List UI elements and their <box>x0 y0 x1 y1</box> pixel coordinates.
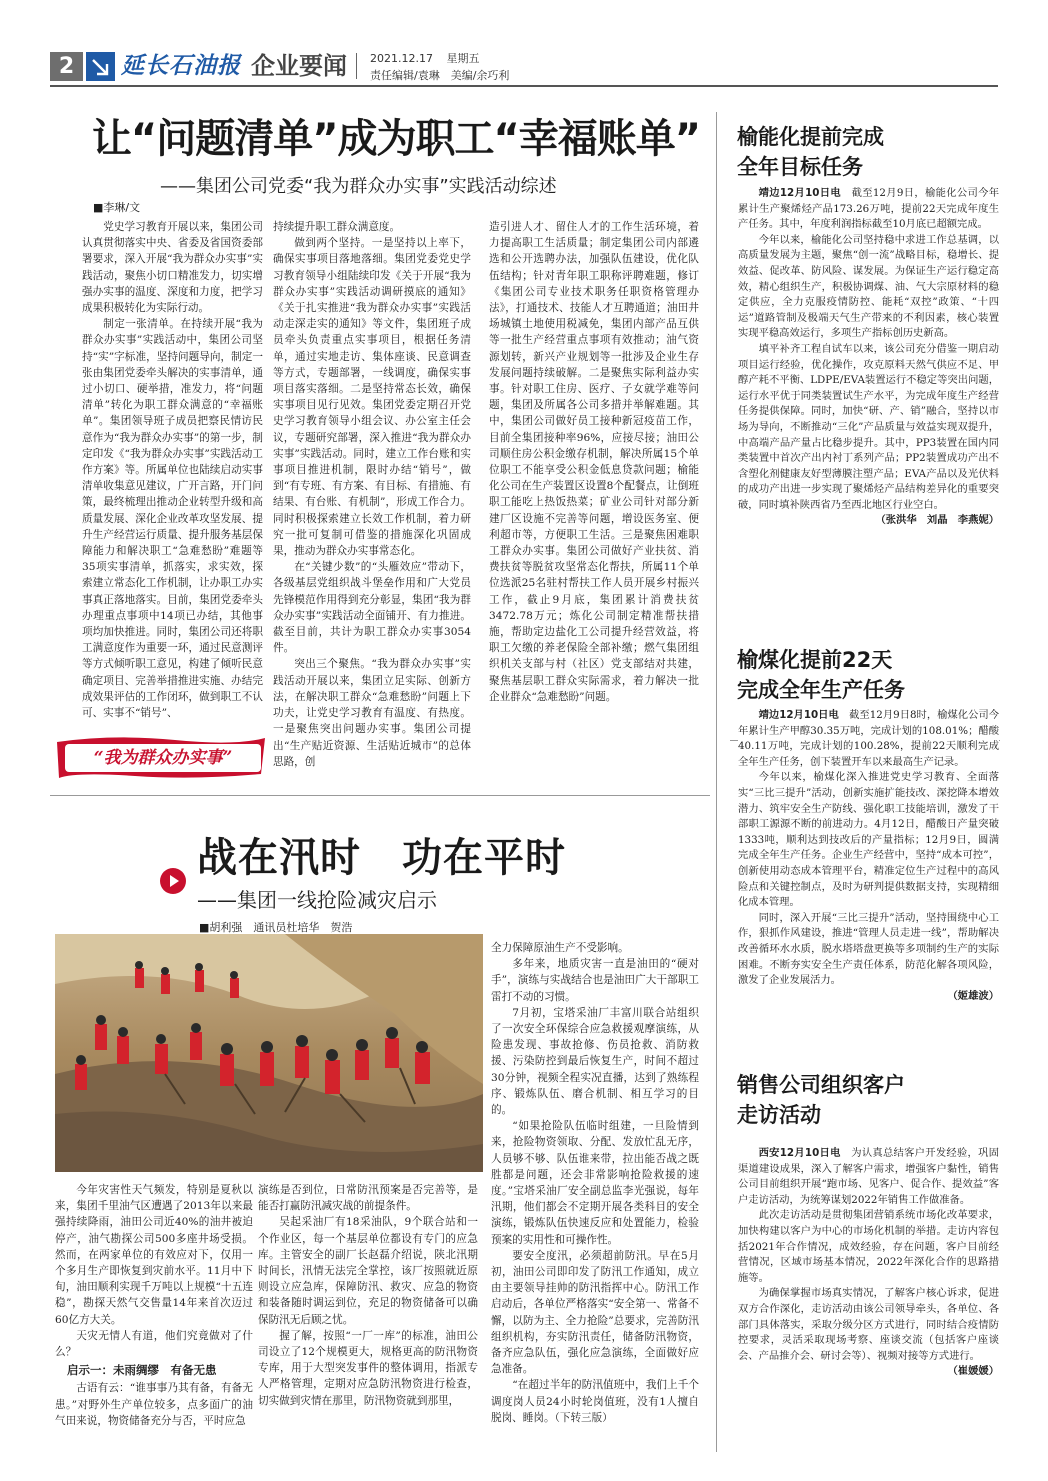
paragraph: 多年来，地质灾害一直是油田的“硬对手”，演练与实战结合也是油田广大干部职工雷打不动的习惯。 <box>491 958 699 1003</box>
lead-text: 截至12月9日，榆能化公司今年累计生产聚烯烃产品173.26万吨，提前22天完成年度生产任务。其中，年度利润指标截至10月底已超额完成。 <box>738 187 999 231</box>
headline-line: 销售公司组织客户 <box>737 1073 905 1097</box>
side-3-title <box>737 1070 999 1132</box>
paragraph: 党史学习教育开展以来，集团公司认真贯彻落实中央、省委及省国资委部署要求，深入开展“我为群众办实事”实践活动，聚焦小切口精准发力，切实增强办实事的温度、深度和力度，把学习成果积极转化为实际行动。 <box>82 221 263 315</box>
article-1-col-1 <box>82 219 263 729</box>
side-2-title <box>737 645 999 707</box>
date <box>370 50 479 66</box>
masthead-rule <box>50 85 998 87</box>
author: （张洪华 刘晶 李燕妮） <box>875 514 999 527</box>
paragraph: 为确保掌握市场真实情况，了解客户核心诉求，促进双方合作深化，走访活动由该公司领导牵头，各单位、各部门具体落实，采取分级分区方式进行，同时结合疫情防控要求，灵活采取现场考察、座谈交流（包括客户座谈会、产品推介会、研讨会等）、视频对接等方式进行。 <box>738 1287 999 1362</box>
paragraph: “如果抢险队伍临时组建，一旦险情到来，抢险物资领取、分配、发放忙乱无序，人员够不够、队伍谁来带，拉出能否战之既胜都是问题，还会非常影响抢险救援的速度。”宝塔采油厂安全副总监李光强说，每年汛期，他们都会不定期开展各类科目的安全演练，锻炼队伍快速反应和处置能力，检验预案的实用性和可操作性。 <box>491 1120 699 1246</box>
paragraph: 填平补齐工程自试车以来，该公司充分借鉴一期启动项目运行经验，优化操作，攻克原料天然气供应不足、甲醇产耗不平衡、LDPE/EVA装置运行不稳定等突出问题，运行水平优于同类装置试生产水平，为完成年度生产经营任务提供保障。同时，加快“研、产、销”融合，坚持以市场为导向，不断推动“三化”产品质量与效益实现双提升，中高端产品产量占比稳步提升。其中，PP3装置在国内同类装置中首次产出内衬丁系列产品；PP2装置成功产出不含塑化剂健康友好型薄膜注塑产品；EVA产品以及光伏料的成功产出进一步实现了聚烯烃产品结构差异化的重要突破，同时填补陕西省乃至西北地区行业空白。 <box>738 342 999 511</box>
paragraph: 演练是否到位，日常防汛预案是否完善等，是能否打赢防汛减灾战的前提条件。 <box>258 1184 478 1213</box>
article-2-col-3 <box>491 940 699 1452</box>
weekday: 星期五 <box>446 52 480 65</box>
paragraph: 7月初，宝塔采油厂丰富川联合站组织了一次安全环保综合应急救援观摩演练，从险患发现、事故抢修、伤员抢救、消防救援、污染防控到最后恢复生产，时间不超过30分钟，视频全程实况直播，达到了熟练程序、锻炼队伍、磨合机制、相互学习的目的。 <box>491 1006 699 1117</box>
paragraph: 天灾无情人有道，他们究竟做对了什么？ <box>55 1329 253 1359</box>
stamp-text: “我为群众办实事” <box>65 744 261 772</box>
paragraph <box>738 708 999 770</box>
play-icon <box>160 868 186 894</box>
paragraph: 造引进人才、留住人才的工作生活环境，着力提高职工生活质量；制定集团公司内部遴选和公开选聘办法，加强队伍建设，优化队伍结构；针对青年职工职称评聘难题，修订《集团公司专业技术职务任职资格管理办法》，打通技术、技能人才互聘通道；油田井场城镇土地使用税减免，集团内部产品互供等一批生产经营重点事项有效推动；油气资源划转，新兴产业规划等一批涉及企业生存发展问题持续破解。二是聚焦实际利益办实事。针对职工住房、医疗、子女就学难等问题，集团及所属各公司多措并举解难题。其中，集团公司做好员工接种新冠疫苗工作，目前全集团接种率96%，应接尽接；油田公司顺住房公积金缴存机制，解决所属15个单位职工不能享受公积金低息贷款问题；榆能化公司在生产装置区设置8个配餐点，让倒班职工能吃上热饭热菜；矿业公司针对部分新建厂区设施不完善等问题，增设医务室、便利超市等，方便职工生活。三是聚焦困难职工群众办实事。集团公司做好产业扶贫、消费扶贫等脱贫攻坚常态化帮扶，所属11个单位选派25名驻村帮扶工作人员开展乡村振兴工作，截止9月底，集团累计消费扶贫3472.78万元；炼化公司制定精准帮扶措施，帮助定边盐化工公司提升经营效益，将职工欠缴的养老保险全部补缴；燃气集团组织机关支部与村（社区）党支部结对共建，聚焦基层职工群众实际需求，着力解决一批企业群众“急难愁盼”问题。 <box>489 221 699 703</box>
paragraph: 做到两个坚持。一是坚持以上率下，确保实事项目落地落细。集团党委党史学习教育领导小组陆续印发《关于开展“我为群众办实事”实践活动调研摸底的通知》《关于扎实推进“我为群众办实事”实践活动走深走实的通知》等文件，集团班子成员牵头负责重点实事项目，根据任务清单，通过实地走访、集体座谈、民意调查等方式，专题部署，一线调度，确保实事项目落实落细。二是坚持常态长效，确保实事项目见行见效。集团党委定期召开党史学习教育领导小组会议、办公室主任会议，专题研究部署，深入推进“我为群众办实事”实践活动。同时，建立工作台账和实事项目推进机制，限时办结“销号”，做到“有专班、有方案、有目标、有措施、有结果、有台账、有机制”，形成工作合力。同时积极探索建立长效工作机制，着力研究一批可复制可借鉴的措施深化巩固成果，推动为群众办实事常态化。 <box>273 237 471 558</box>
column-divider <box>716 112 717 1452</box>
headline-line: 全年目标任务 <box>737 155 863 179</box>
lead-text: 为认真总结客户开发经验，巩固渠道建设成果，深入了解客户需求，增强客户黏性，销售公司目前组织开展“跑市场、见客户、促合作、提效益”客户走访活动，为统筹谋划2022年销售工作做准备。 <box>738 1147 999 1206</box>
arrow-icon <box>86 52 115 81</box>
campaign-stamp <box>55 732 267 782</box>
paragraph: 要安全度汛，必须超前防汛。早在5月初，油田公司即印发了防汛工作通知，成立由主要领导挂帅的防汛指挥中心。防汛工作启动后，各单位严格落实“安全第一、常备不懈，以防为主、全力抢险”总要求，完善防汛组织机构，夯实防汛责任，储备防汛物资，备齐应急队伍，强化应急演练，全面做好应急准备。 <box>491 1249 699 1376</box>
side-3-body <box>738 1146 999 1456</box>
paragraph: 此次走访活动是贯彻集团营销系统市场化改革要求，加快构建以客户为中心的市场化机制的举措。走访内容包括2021年合作情况，成效经验，存在问题，客户目前经营情况，区域市场基本情况，2022年深化合作的思路措施等。 <box>738 1209 999 1284</box>
headline-line: 榆煤化提前22天 <box>737 648 893 672</box>
paragraph: “在超过半年的防汛值班中，我们上千个调度岗人员24小时轮岗值班，没有1人擅自脱岗、睡岗。（下转三版） <box>491 1379 699 1424</box>
article-2-col-1 <box>55 1182 253 1452</box>
side-2-body <box>738 708 999 1053</box>
paragraph: 今年以来，榆能化公司坚持稳中求进工作总基调，以高质量发展为主题，聚焦“创一流”战略目标，稳增长、提效益、促改革、防风险、谋发展。为保证生产运行稳定高效，精心组织生产，积极协调煤、油、气大宗原材料的稳定供应，全力克服疫情防控、能耗“双控”政策、“十四运”道路管制及极端天气生产带来的不利因素，核心装置实现平稳高效运行，多项生产指标创历史新高。 <box>738 233 999 340</box>
headline-line: 完成全年生产任务 <box>737 678 905 702</box>
paragraph: 制定一张清单。在持续开展“我为群众办实事”实践活动中，集团公司坚持“实”字标准，坚持问题导向，制定一张由集团党委牵头解决的实事清单，通过小切口、硬举措，准发力，将“问题清单”转化为职工群众满意的“幸福账单”。集团领导班子成员把察民情访民意作为“我为群众办实事”的第一步，制定印发《“我为群众办实事”实践活动工作方案》等。所属单位也陆续启动实事清单收集意见建议，广开言路，开门问策，最终梳理出推动企业转型升级和高质量发展、深化企业改革攻坚发展、提升生产经营运行质量、提升服务基层保障能力和解决职工“急难愁盼”难题等35项实事清单，抓落实，求实效，探索建立常态化工作机制，让办职工办实事真正落地落实。目前，集团党委牵头办理重点事项中14项已办结，其他事项均加快推进。同时，集团公司还将职工满意度作为重要一环，通过民意测评等方式倾听职工意见，构建了倾听民意确定项目、完善举措推进实施、办结完成效果评估的工作闭环，做到职工不认可、实事不“销号”、 <box>82 318 263 720</box>
dateline: 靖边12月10日电 <box>758 187 841 199</box>
paragraph: 突出三个聚焦。“我为群众办实事”实践活动开展以来，集团立足实际、创新方法，在解决职工群众“急难愁盼”问题上下功夫，让党史学习教育有温度、有热度。一是聚焦突出问题办实事。集团公司提出“生产贴近资源、生活贴近城市”的总体思路，创 <box>273 658 471 768</box>
masthead-divider <box>356 53 357 79</box>
page-number: 2 <box>50 52 83 81</box>
author: （崔媛媛） <box>947 1365 999 1378</box>
lead-text: 截至12月9日8时，榆煤化公司今年累计生产甲醇30.35万吨，完成计划的108.01%；醋酸40.11万吨，完成计划的100.28%，提前22天顺利完成全年生产任务，创下装置开车以来最高生产记录。 <box>738 709 999 768</box>
paragraph <box>738 1146 999 1208</box>
date-value: 2021.12.17 <box>370 52 433 65</box>
paragraph: 今年灾害性天气频发，特别是夏秋以来，集团千里油气区遭遇了2013年以来最强持续降雨，油田公司近40%的油井被迫停产，油气勘探公司500多座井场受损。然而，在两家单位的有效应对下，仅用一个多月生产即恢复到灾前水平。11月中下旬，油田顺利实现千万吨以上规模“十五连稳”，勘探天然气交售量14年来首次迈过60亿方大关。 <box>55 1184 253 1326</box>
side-1-headline <box>737 122 997 182</box>
article-1-col-3 <box>489 219 699 759</box>
paragraph: 全力保障原油生产不受影响。 <box>491 942 629 954</box>
headline-line: 榆能化提前完成 <box>737 125 884 149</box>
paragraph: 古语有云：“谁事事乃其有备，有备无患。”对野外生产单位较多，点多面广的油气田来说，物资储备充分与否，平时应急 <box>55 1382 253 1427</box>
headline-line: 走访活动 <box>737 1103 821 1127</box>
article-1-col-2 <box>273 219 471 768</box>
subheading: 启示一：未雨绸缪 有备无患 <box>67 1363 217 1378</box>
article-2-subhead: ——集团一线抢险减灾启示 <box>197 888 437 912</box>
section-divider <box>50 795 710 796</box>
article-2-col-2 <box>258 1182 478 1452</box>
dateline: 靖边12月10日电 <box>758 709 839 721</box>
paragraph: 今年以来，榆煤化深入推进党史学习教育、全面落实“三比三提升”活动，创新实施扩能技改、深挖降本增效潜力、筑牢安全生产防线、强化职工技能培训，激发了干部职工源源不断的前进动力。4月12日，醋酸日产量突破1333吨，顺利达到技改后的产量指标；12月9日，圆满完成全年生产任务。企业生产经营中，坚持“成本可控”，创新使用动态成本管理平台，精准定位生产过程中的高风险点和关键控制点，及时为研判提供数据支持，实现精细化成本管理。 <box>738 771 999 909</box>
flood-rescue-photo <box>55 934 483 1172</box>
article-2-headline: 战在汛时 功在平时 <box>197 835 566 881</box>
author: （姬雄波） <box>947 989 999 1002</box>
paragraph <box>738 186 999 233</box>
editors: 责任编辑/袁琳 美编/余巧利 <box>370 69 510 82</box>
section-title: 企业要闻 <box>251 52 347 80</box>
paragraph: 持续提升职工群众满意度。 <box>273 221 401 233</box>
paragraph: 吴起采油厂有18采油队，9个联合站和一个作业区，每一个基层单位都设有专门的应急库。主管安全的副厂长赵磊介绍说，陕北汛期时间长，汛情无法完全掌控，该厂按照就近原则设立应急库，保障防汛、救灾、应急的物资和装备随时调运到位，充足的物资储备可以确保防汛无后顾之忧。 <box>258 1216 478 1326</box>
article-1-byline: ■李琳/文 <box>93 201 141 214</box>
article-1-headline: 让“问题清单”成为职工“幸福账单” <box>91 116 701 162</box>
paragraph: 握了解，按照“一厂一库”的标准，油田公司设立了12个规模更大，规格更高的防汛物资专库，用于大型突发事件的整体调用，指派专人严格管理，定期对应急防汛物资进行检查，切实做到灾情在那里，防汛物资就到那里， <box>258 1329 478 1407</box>
dateline: 西安12月10日电 <box>758 1147 841 1159</box>
article-2-byline: ■胡利强 通讯员杜培华 贺浩 <box>199 921 353 934</box>
rescue-workers-image <box>55 934 483 1172</box>
article-1-subhead: ——集团公司党委“我为群众办实事”实践活动综述 <box>160 176 557 197</box>
masthead <box>0 0 1048 90</box>
paragraph: 在“关键少数”的“头雁效应”带动下，各级基层党组织战斗堡垒作用和广大党员先锋模范作用得到充分彰显，集团“我为群众办实事”实践活动全面铺开、有力推进。截至目前，共计为职工群众办实事3054件。 <box>273 561 471 655</box>
paragraph: 同时，深入开展“三比三提升”活动，坚持围绕中心工作，狠抓作风建设，推进“管理人员走进一线”，帮助解决改善循环水水质，脱水塔塔盘更换等多项制约生产的实际困难。不断夯实安全生产责任体系，防范化解各项风险，激发了企业发展活力。 <box>738 911 999 987</box>
paper-name: 延长石油报 <box>121 52 241 79</box>
